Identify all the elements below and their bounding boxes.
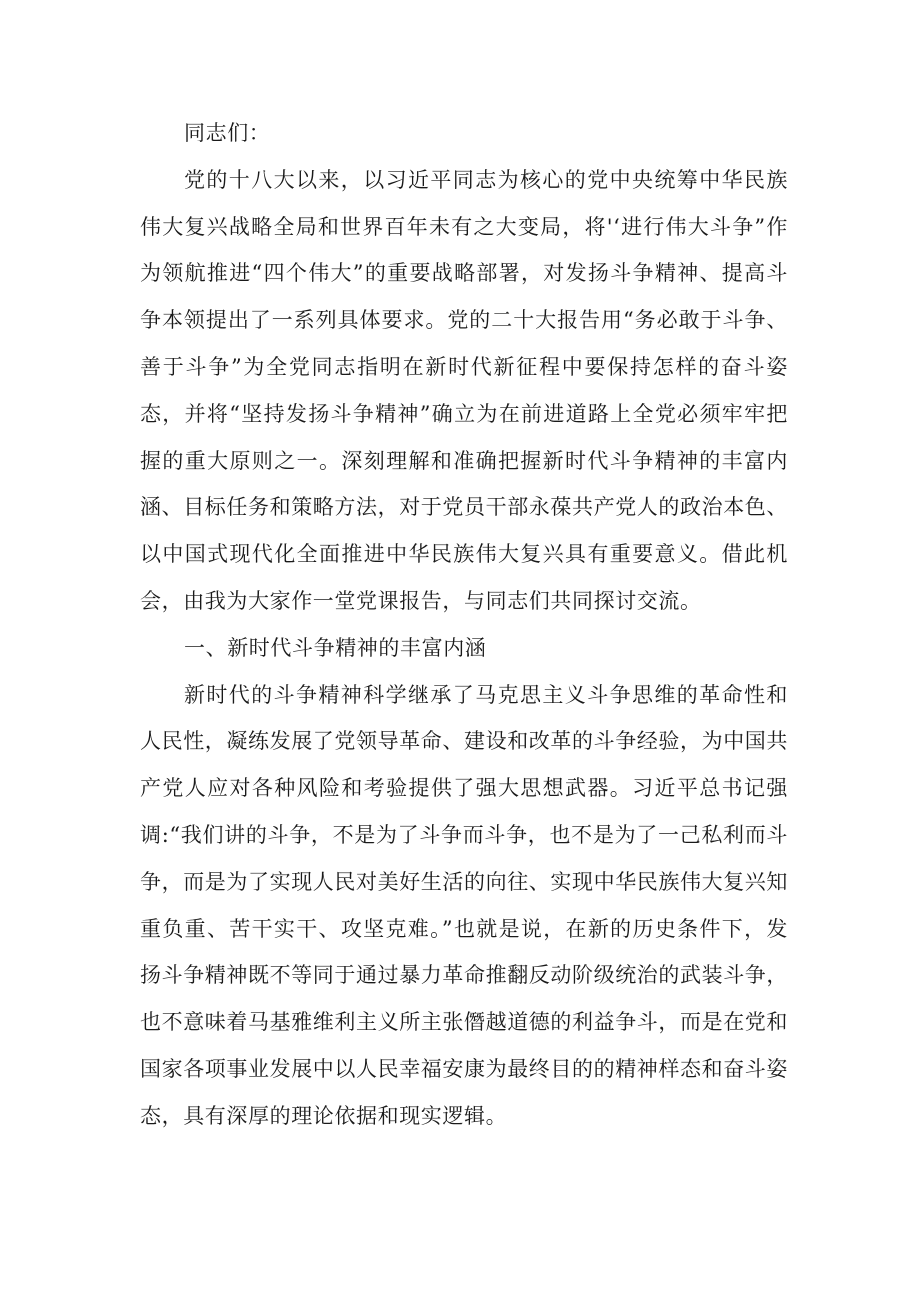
document-body xyxy=(140,110,788,1140)
salutation: 同志们： xyxy=(184,121,271,145)
section-heading: 一、新时代斗争精神的丰富内涵 xyxy=(184,635,487,660)
paragraph-intro: 党的十八大以来，以习近平同志为核心的党中央统筹中华民族伟大复兴战略全局和世界百年未有之大变局，将'‘进行伟大斗争”作为领航推进“四个伟大”的重要战略部署，对发扬斗争精神、提高斗争本领提出了一系列具体要求。党的二十大报告用“务必敢于斗争、善于斗争”为全党同志指明在新时代新征程中要保持怎样的奋斗姿态，并将“坚持发扬斗争精神”确立为在前进道路上全党必须牢牢把握的重大原则之一。深刻理解和准确把握新时代斗争精神的丰富内涵、目标任务和策略方法，对于党员干部永葆共产党人的政治本色、以中国式现代化全面推进中华民族伟大复兴具有重要意义。借此机会，由我为大家作一堂党课报告，与同志们共同探讨交流。 xyxy=(140,167,788,613)
paragraph-body: 新时代的斗争精神科学继承了马克思主义斗争思维的革命性和人民性，凝练发展了党领导革命、建设和改革的斗争经验，为中国共产党人应对各种风险和考验提供了强大思想武器。习近平总书记强调:“我们讲的斗争，不是为了斗争而斗争，也不是为了一己私利而斗争，而是为了实现人民对美好生活的向往、实现中华民族伟大复兴知重负重、苦干实干、攻坚克难。”也就是说，在新的历史条件下，发扬斗争精神既不等同于通过暴力革命推翻反动阶级统治的武装斗争，也不意味着马基雅维利主义所主张僭越道德的利益争斗，而是在党和国家各项事业发展中以人民幸福安康为最终目的的精神样态和奋斗姿态，具有深厚的理论依据和现实逻辑。 xyxy=(140,682,788,1128)
